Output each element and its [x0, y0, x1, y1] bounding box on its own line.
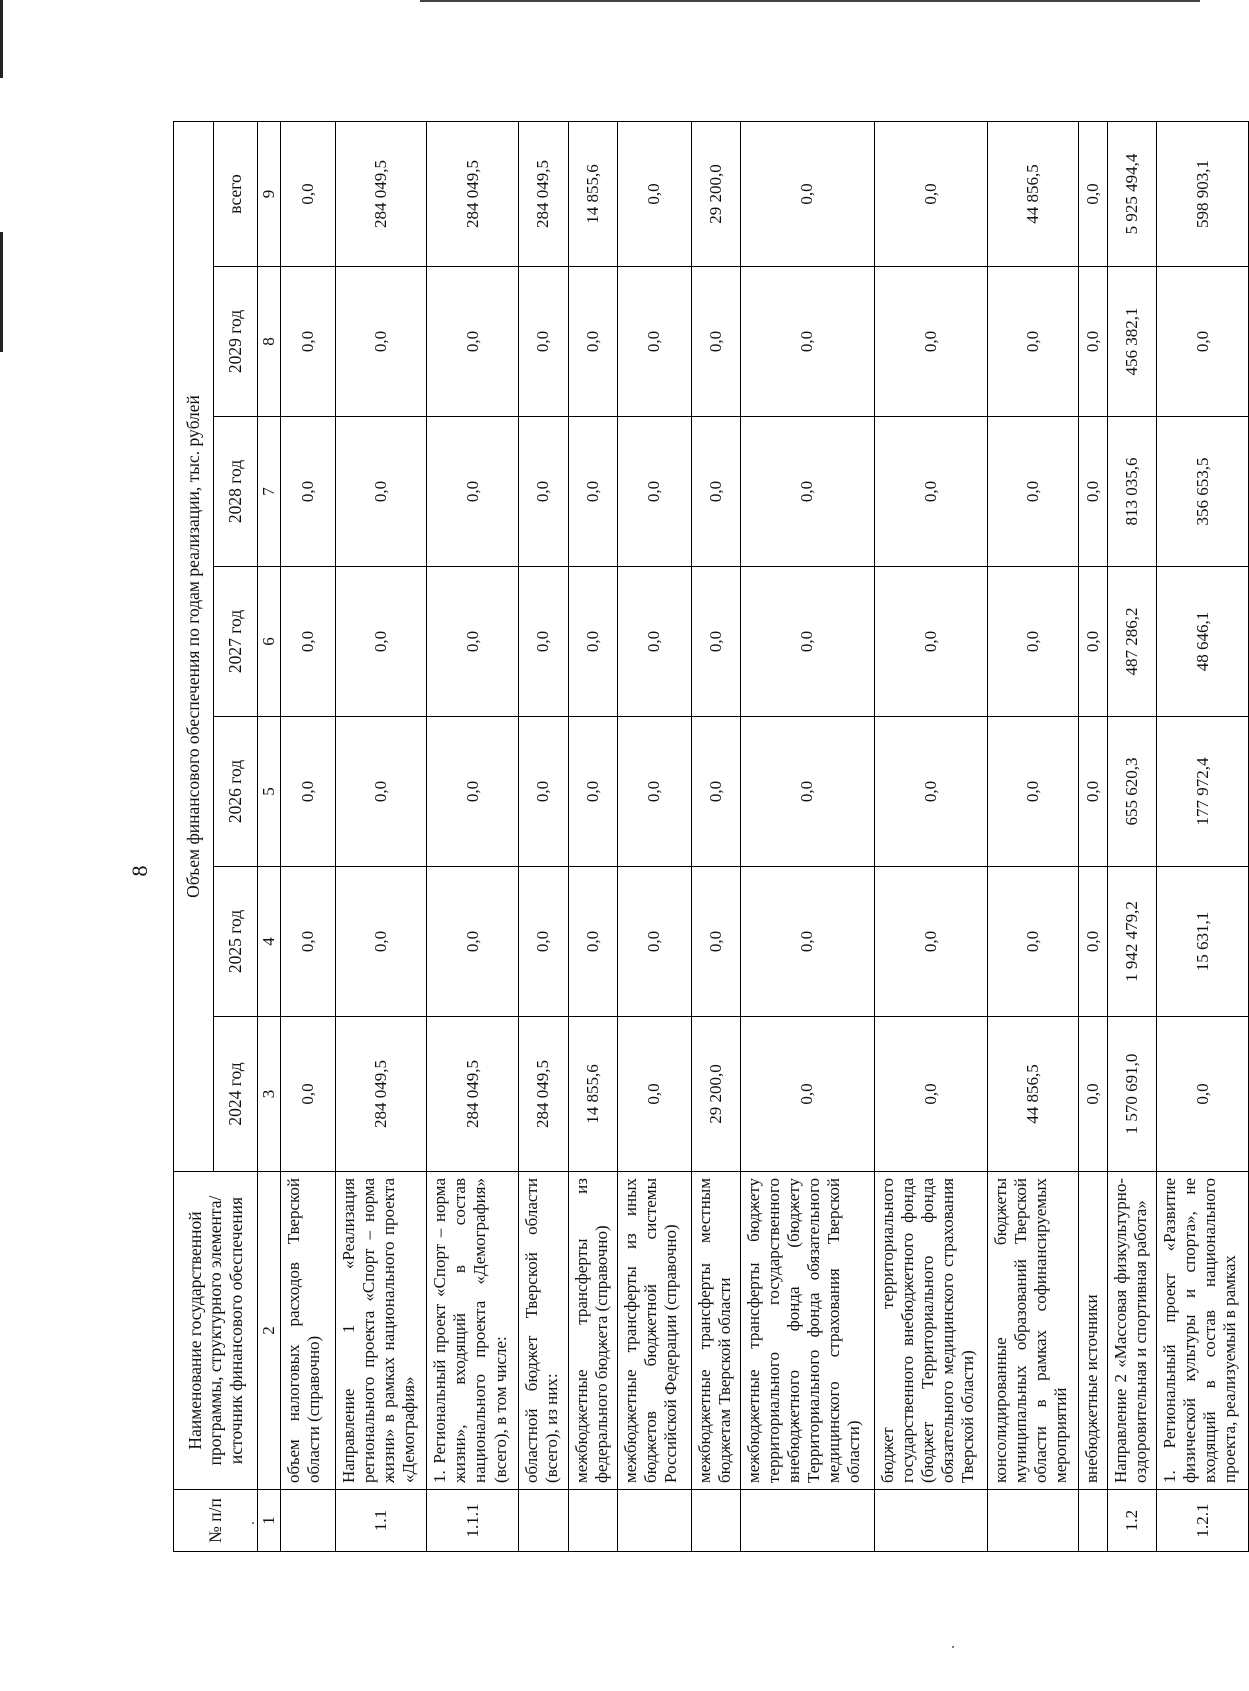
header-year: 2025 год: [214, 867, 258, 1017]
row-number: [568, 1490, 618, 1552]
row-value-year: 0,0: [281, 267, 336, 417]
row-value-year: 456 382,1: [1107, 267, 1157, 417]
row-name: Направление 1 «Реализация регионального проекта «Спорт – норма жизни» в рамках национального проекта «Демография»: [335, 1172, 427, 1490]
column-number: 3: [258, 1017, 281, 1172]
financing-table-rotated: [173, 122, 1249, 1552]
row-value-year: 0,0: [618, 1017, 692, 1172]
row-value-year: 0,0: [281, 417, 336, 567]
table-row: [741, 122, 875, 1552]
row-value-year: 0,0: [427, 267, 519, 417]
header-year: 2027 год: [214, 567, 258, 717]
row-value-year: 15 631,1: [1157, 867, 1249, 1017]
row-value-year: 0,0: [618, 717, 692, 867]
row-value-year: 0,0: [874, 267, 987, 417]
column-number: 9: [258, 122, 281, 267]
row-value-year: 0,0: [427, 567, 519, 717]
row-value-year: 48 646,1: [1157, 567, 1249, 717]
row-value-year: 0,0: [568, 267, 618, 417]
row-value-year: 0,0: [1079, 1017, 1107, 1172]
row-name: межбюджетные трансферты бюджету территориального государственного внебюджетного фонда (бюджету Территориального фонда обязательного медицинского страхования Тверской области): [741, 1172, 875, 1490]
row-value-year: 0,0: [691, 867, 741, 1017]
row-number: 1.2.1: [1157, 1490, 1249, 1552]
row-value-year: 0,0: [691, 567, 741, 717]
row-value-year: 0,0: [519, 717, 569, 867]
table-row: [1157, 122, 1249, 1552]
row-name: бюджет территориального государственного внебюджетного фонда (бюджет Территориального фонда обязательного медицинского страхования Тверской области): [874, 1172, 987, 1490]
row-value-year: 0,0: [874, 567, 987, 717]
row-value-year: 0,0: [335, 867, 427, 1017]
header-year: 2024 год: [214, 1017, 258, 1172]
column-number: 7: [258, 417, 281, 567]
row-number: [741, 1490, 875, 1552]
header-num: № п/п: [174, 1490, 258, 1552]
row-number: 1.1: [335, 1490, 427, 1552]
row-value-year: 0,0: [1079, 417, 1107, 567]
table-row: [519, 122, 569, 1552]
row-value-year: 0,0: [1079, 567, 1107, 717]
row-value-year: 0,0: [427, 867, 519, 1017]
row-value-year: 0,0: [874, 867, 987, 1017]
table-row: [568, 122, 618, 1552]
row-value-total: 0,0: [1079, 122, 1107, 267]
row-name: межбюджетные трансферты из федерального бюджета (справочно): [568, 1172, 618, 1490]
row-value-year: 0,0: [281, 867, 336, 1017]
row-value-year: 0,0: [519, 267, 569, 417]
row-value-year: 0,0: [281, 1017, 336, 1172]
row-value-year: 0,0: [987, 267, 1079, 417]
row-value-year: 0,0: [741, 417, 875, 567]
column-number: 8: [258, 267, 281, 417]
row-value-year: 0,0: [1157, 1017, 1249, 1172]
row-value-year: 0,0: [335, 417, 427, 567]
row-value-year: 0,0: [1157, 267, 1249, 417]
row-value-year: 0,0: [987, 417, 1079, 567]
row-value-year: 0,0: [874, 417, 987, 567]
row-number: [618, 1490, 692, 1552]
row-value-year: 0,0: [335, 567, 427, 717]
row-value-year: 0,0: [691, 417, 741, 567]
row-value-year: 1 942 479,2: [1107, 867, 1157, 1017]
column-number: 6: [258, 567, 281, 717]
row-value-year: 0,0: [741, 717, 875, 867]
row-number: 1.2: [1107, 1490, 1157, 1552]
row-value-total: 0,0: [618, 122, 692, 267]
row-name: межбюджетные трансферты местным бюджетам Тверской области: [691, 1172, 741, 1490]
row-name: консолидированные бюджеты муниципальных образований Тверской области в рамках софинансируемых мероприятий: [987, 1172, 1079, 1490]
table-row: [618, 122, 692, 1552]
table-row: [1079, 122, 1107, 1552]
row-value-year: 0,0: [741, 567, 875, 717]
row-value-year: 0,0: [519, 567, 569, 717]
row-value-year: 0,0: [568, 567, 618, 717]
row-value-year: 14 855,6: [568, 1017, 618, 1172]
scan-edge-mark-top: [0, 0, 3, 78]
row-value-year: 284 049,5: [519, 1017, 569, 1172]
row-value-year: 284 049,5: [427, 1017, 519, 1172]
table-row: [987, 122, 1079, 1552]
row-value-year: 0,0: [281, 717, 336, 867]
row-name: объем налоговых расходов Тверской области (справочно): [281, 1172, 336, 1490]
header-year: всего: [214, 122, 258, 267]
row-value-year: 0,0: [1079, 717, 1107, 867]
row-value-year: 0,0: [1079, 267, 1107, 417]
table-row: [691, 122, 741, 1552]
scan-edge-mark-middle: [0, 232, 3, 352]
row-number: [874, 1490, 987, 1552]
header-name: Наименование государственной программы, структурного элемента/источник финансового обеспечения: [174, 1172, 258, 1490]
row-value-total: 29 200,0: [691, 122, 741, 267]
row-value-year: 655 620,3: [1107, 717, 1157, 867]
row-value-total: 0,0: [281, 122, 336, 267]
header-volume: Объем финансового обеспечения по годам реализации, тыс. рублей: [174, 122, 214, 1172]
row-value-year: 0,0: [427, 417, 519, 567]
row-value-year: 0,0: [519, 867, 569, 1017]
row-number: [691, 1490, 741, 1552]
row-number: 1.1.1: [427, 1490, 519, 1552]
column-number: 4: [258, 867, 281, 1017]
column-number: 1: [258, 1490, 281, 1552]
row-value-year: 0,0: [618, 417, 692, 567]
row-value-year: 0,0: [618, 867, 692, 1017]
row-value-year: 0,0: [519, 417, 569, 567]
row-value-total: 5 925 494,4: [1107, 122, 1157, 267]
scan-top-line: [420, 0, 1200, 2]
row-value-year: 0,0: [618, 267, 692, 417]
row-value-year: 0,0: [691, 267, 741, 417]
page-number: 8: [127, 865, 152, 877]
row-value-year: 0,0: [427, 717, 519, 867]
row-value-year: 0,0: [335, 267, 427, 417]
row-number: [519, 1490, 569, 1552]
header-year: 2029 год: [214, 267, 258, 417]
row-value-year: 356 653,5: [1157, 417, 1249, 567]
row-value-year: 487 286,2: [1107, 567, 1157, 717]
row-name: Направление 2 «Массовая физкультурно-оздоровительная и спортивная работа»: [1107, 1172, 1157, 1490]
row-name: областной бюджет Тверской области (всего), из них:: [519, 1172, 569, 1490]
table-row: [335, 122, 427, 1552]
row-value-year: 0,0: [987, 717, 1079, 867]
row-value-total: 598 903,1: [1157, 122, 1249, 267]
row-value-total: 284 049,5: [335, 122, 427, 267]
row-value-total: 0,0: [741, 122, 875, 267]
row-value-year: 0,0: [741, 267, 875, 417]
row-name: 1. Региональный проект «Развитие физической культуры и спорта», не входящий в состав национального проекта, реализуемый в рамках: [1157, 1172, 1249, 1490]
row-value-year: 0,0: [874, 717, 987, 867]
row-value-year: 0,0: [741, 1017, 875, 1172]
row-value-total: 14 855,6: [568, 122, 618, 267]
row-value-total: 284 049,5: [427, 122, 519, 267]
header-year: 2028 год: [214, 417, 258, 567]
row-value-year: 0,0: [568, 717, 618, 867]
row-value-year: 0,0: [568, 417, 618, 567]
row-value-year: 0,0: [335, 717, 427, 867]
row-value-year: 813 035,6: [1107, 417, 1157, 567]
row-value-year: 0,0: [987, 567, 1079, 717]
row-value-year: 44 856,5: [987, 1017, 1079, 1172]
row-value-total: 0,0: [874, 122, 987, 267]
row-value-year: 1 570 691,0: [1107, 1017, 1157, 1172]
row-name: межбюджетные трансферты из иных бюджетов бюджетной системы Российской Федерации (справочно): [618, 1172, 692, 1490]
row-value-year: 0,0: [987, 867, 1079, 1017]
table-row: [281, 122, 336, 1552]
row-value-year: 0,0: [618, 567, 692, 717]
row-number: [1079, 1490, 1107, 1552]
row-value-year: 0,0: [741, 867, 875, 1017]
row-value-year: 0,0: [691, 717, 741, 867]
scan-dot: [952, 1646, 954, 1648]
table-row: [1107, 122, 1157, 1552]
row-value-year: 284 049,5: [335, 1017, 427, 1172]
row-number: [281, 1490, 336, 1552]
row-value-total: 284 049,5: [519, 122, 569, 267]
row-name: внебюджетные источники: [1079, 1172, 1107, 1490]
row-number: [987, 1490, 1079, 1552]
row-value-year: 0,0: [874, 1017, 987, 1172]
row-value-year: 177 972,4: [1157, 717, 1249, 867]
column-number: 5: [258, 717, 281, 867]
row-name: 1. Региональный проект «Спорт – норма жизни», входящий в состав национального проекта «Демография» (всего), в том числе:: [427, 1172, 519, 1490]
table-row: [427, 122, 519, 1552]
column-number: 2: [258, 1172, 281, 1490]
row-value-year: 29 200,0: [691, 1017, 741, 1172]
financing-table: [173, 121, 1249, 1552]
header-year: 2026 год: [214, 717, 258, 867]
row-value-year: 0,0: [281, 567, 336, 717]
table-row: [874, 122, 987, 1552]
row-value-year: 0,0: [1079, 867, 1107, 1017]
row-value-total: 44 856,5: [987, 122, 1079, 267]
row-value-year: 0,0: [568, 867, 618, 1017]
